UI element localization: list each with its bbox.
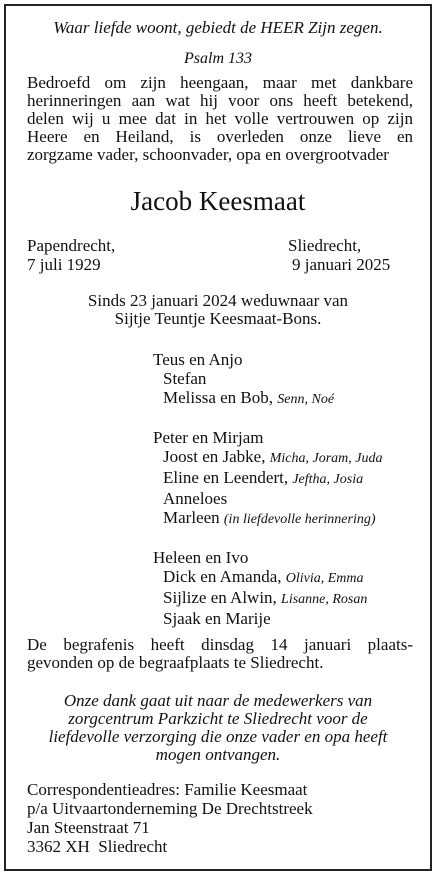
deceased-name: Jacob Keesmaat <box>130 186 306 216</box>
family-child <box>153 609 382 628</box>
child-name: Sijlize en Alwin, <box>163 588 277 607</box>
family-group <box>153 350 382 409</box>
correspondence-address <box>27 780 313 856</box>
family-child <box>153 567 382 588</box>
funeral-notice <box>27 636 413 672</box>
family-child <box>153 489 382 508</box>
motto: Waar liefde woont, gebiedt de HEER Zijn zegen. <box>53 18 383 37</box>
widower-line: Sijtje Teuntje Keesmaat-Bons. <box>114 309 322 328</box>
intro-line: zorgzame vader, schoonvader, opa en overgrootvader <box>27 145 389 164</box>
family-parents: Peter en Mirjam <box>153 428 264 447</box>
intro-line: Bedroefd om zijn heengaan, maar met dankbare <box>27 73 413 92</box>
grandchildren: Lisanne, Rosan <box>281 592 368 607</box>
child-name: Marleen <box>163 508 220 527</box>
funeral-line: gevonden op de begraafplaats te Sliedrecht. <box>27 653 324 672</box>
grandchildren: Senn, Noé <box>277 392 335 407</box>
family-child <box>153 468 382 489</box>
child-name: Joost en Jabke, <box>163 447 266 466</box>
grandchildren: Micha, Joram, Juda <box>269 451 383 466</box>
thanks-line: zorgcentrum Parkzicht te Sliedrecht voor de <box>68 709 368 728</box>
child-name: Anneloes <box>163 489 228 508</box>
grandchildren: Jeftha, Josia <box>292 472 364 487</box>
widower-line: Sinds 23 januari 2024 weduwnaar van <box>87 291 349 310</box>
memorial-note: (in liefdevolle herinnering) <box>223 512 376 527</box>
address-line: Jan Steenstraat 71 <box>27 818 150 837</box>
address-line: Correspondentieadres: Familie Keesmaat <box>27 780 308 799</box>
family-group <box>153 428 382 529</box>
thanks-line: mogen ontvangen. <box>155 745 281 764</box>
child-name: Sjaak en Marije <box>163 609 271 628</box>
child-name: Dick en Amanda, <box>163 567 282 586</box>
family-list <box>153 350 382 647</box>
intro-paragraph <box>27 74 413 164</box>
intro-line: Heere en Heiland, is overleden onze lieve en <box>27 127 413 146</box>
thanks-line: Onze dank gaat uit naar de medewerkers van <box>63 691 373 710</box>
birth-block <box>27 236 115 274</box>
child-name: Stefan <box>163 369 207 388</box>
birth-place: Papendrecht, <box>27 236 116 255</box>
intro-line: herinneringen aan wat hij voor ons heeft betekend, <box>27 91 413 110</box>
grandchildren: Olivia, Emma <box>285 571 364 586</box>
death-date: 9 januari 2025 <box>292 255 391 274</box>
family-parents: Heleen en Ivo <box>153 548 249 567</box>
birth-date: 7 juli 1929 <box>27 255 101 274</box>
thanks-paragraph <box>6 692 430 764</box>
child-name: Eline en Leendert, <box>163 468 289 487</box>
intro-line: delen wij u mee dat in het volle vertrouwen op zijn <box>27 109 413 128</box>
family-child <box>153 508 382 529</box>
address-line: 3362 XH Sliedrecht <box>27 837 168 856</box>
funeral-line: De begrafenis heeft dinsdag 14 januari plaats- <box>27 635 413 654</box>
family-child <box>153 388 382 409</box>
widower-notice <box>6 292 430 328</box>
death-notice <box>4 4 432 871</box>
death-place: Sliedrecht, <box>288 236 362 255</box>
family-child <box>153 588 382 609</box>
family-child <box>153 369 382 388</box>
family-child <box>153 447 382 468</box>
death-block <box>288 236 390 274</box>
thanks-line: liefdevolle verzorging die onze vader en opa heeft <box>48 727 388 746</box>
psalm-reference: Psalm 133 <box>184 50 252 67</box>
family-group <box>153 548 382 628</box>
address-line: p/a Uitvaartonderneming De Drechtstreek <box>27 799 313 818</box>
child-name: Melissa en Bob, <box>163 388 274 407</box>
family-parents: Teus en Anjo <box>153 350 243 369</box>
